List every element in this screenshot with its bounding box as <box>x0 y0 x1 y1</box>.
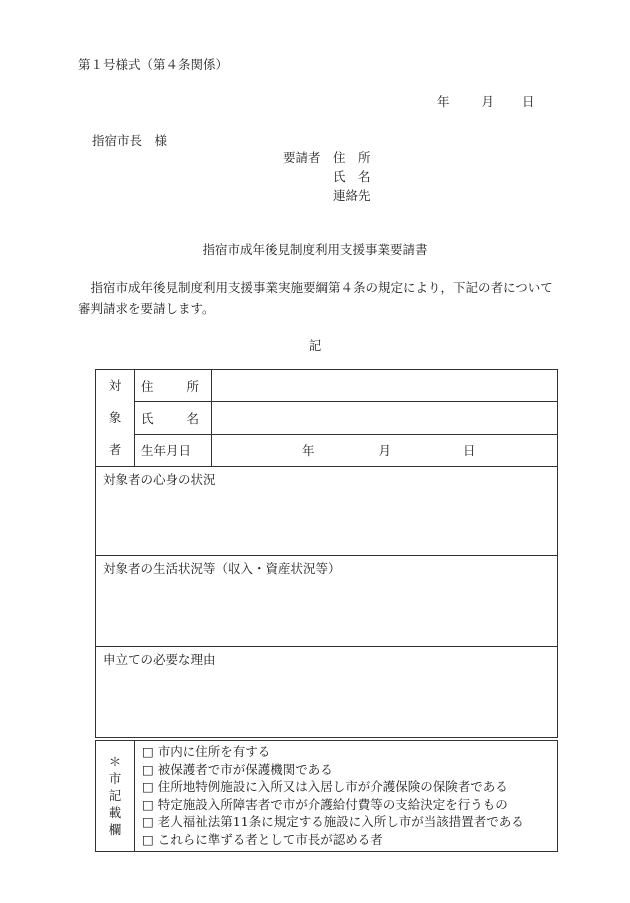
addressee: 指宿市長 様 <box>92 133 168 148</box>
subject-name-field[interactable] <box>212 402 558 434</box>
dob-day-label: 日 <box>463 443 476 459</box>
checklist-item[interactable]: □ 特定施設入所障害者で市が介護給付費等の支給決定を行うもの <box>142 796 508 812</box>
asterisk-mark: ＊ <box>108 754 122 770</box>
city-checklist <box>135 741 558 852</box>
date-month-label: 月 <box>481 94 495 109</box>
subject-dob-label: 生年月日 <box>135 434 212 466</box>
mental-physical-label: 対象者の心身の状況 <box>103 472 216 487</box>
dob-month-label: 月 <box>378 443 392 459</box>
requester-contact-label: 連絡先 <box>333 188 371 203</box>
date-day-label: 日 <box>522 94 535 109</box>
city-entry-table <box>95 740 558 852</box>
document-title: 指宿市成年後見制度利用支援事業要請書 <box>202 242 428 257</box>
checklist-item[interactable]: □ 住所地特例施設に入所又は入居し市が介護保険の保険者である <box>142 779 508 795</box>
checkbox-icon[interactable]: □ <box>142 761 154 777</box>
checklist-item[interactable]: □ これらに準ずる者として市長が認める者 <box>142 831 383 847</box>
subject-char: 象 <box>108 410 122 425</box>
date-year-label: 年 <box>437 94 450 109</box>
subject-name-label-cell: 氏 名 <box>135 402 212 434</box>
subject-dob-field[interactable] <box>212 434 558 466</box>
subject-address-field[interactable] <box>212 370 558 402</box>
requester-label: 要請者 <box>283 150 321 165</box>
dob-year-label: 年 <box>302 443 315 459</box>
checkbox-icon[interactable]: □ <box>142 744 154 759</box>
living-situation-label: 対象者の生活状況等（収入・資産状況等） <box>103 561 341 576</box>
checkbox-icon[interactable]: □ <box>142 814 154 830</box>
requester-block <box>283 148 371 205</box>
requester-address-label: 住 所 <box>333 150 371 165</box>
city-entry-header: ＊ 市 記 載 欄 <box>96 741 135 852</box>
checklist-item[interactable]: □ 被保護者で市が保護機関である <box>142 761 333 777</box>
checklist-item[interactable]: □ 老人福祉法第11条に規定する施設に入所し市が当該措置者である <box>142 814 524 830</box>
reason-section[interactable] <box>96 647 558 738</box>
requester-name-label: 氏 名 <box>333 169 371 184</box>
checklist-item[interactable]: □ 市内に住所を有する <box>142 744 271 759</box>
subject-address-label-cell: 住 所 <box>135 370 212 402</box>
checkbox-icon[interactable]: □ <box>142 831 154 847</box>
checkbox-icon[interactable]: □ <box>142 779 154 795</box>
living-situation-section[interactable] <box>96 556 558 647</box>
subject-char: 者 <box>108 442 122 457</box>
subject-char: 対 <box>108 378 122 393</box>
date-line <box>437 92 535 110</box>
ki-heading: 記 <box>308 338 322 353</box>
form-number: 第１号様式（第４条関係） <box>78 57 229 72</box>
subject-label-cell <box>96 370 135 467</box>
mental-physical-section[interactable] <box>96 467 558 556</box>
subject-table <box>95 369 558 738</box>
request-body-text: 指宿市成年後見制度利用支援事業実施要綱第４条の規定により，下記の者について審判請求を要請します。 <box>78 280 553 316</box>
reason-label: 申立ての必要な理由 <box>103 652 216 667</box>
checkbox-icon[interactable]: □ <box>142 796 154 812</box>
